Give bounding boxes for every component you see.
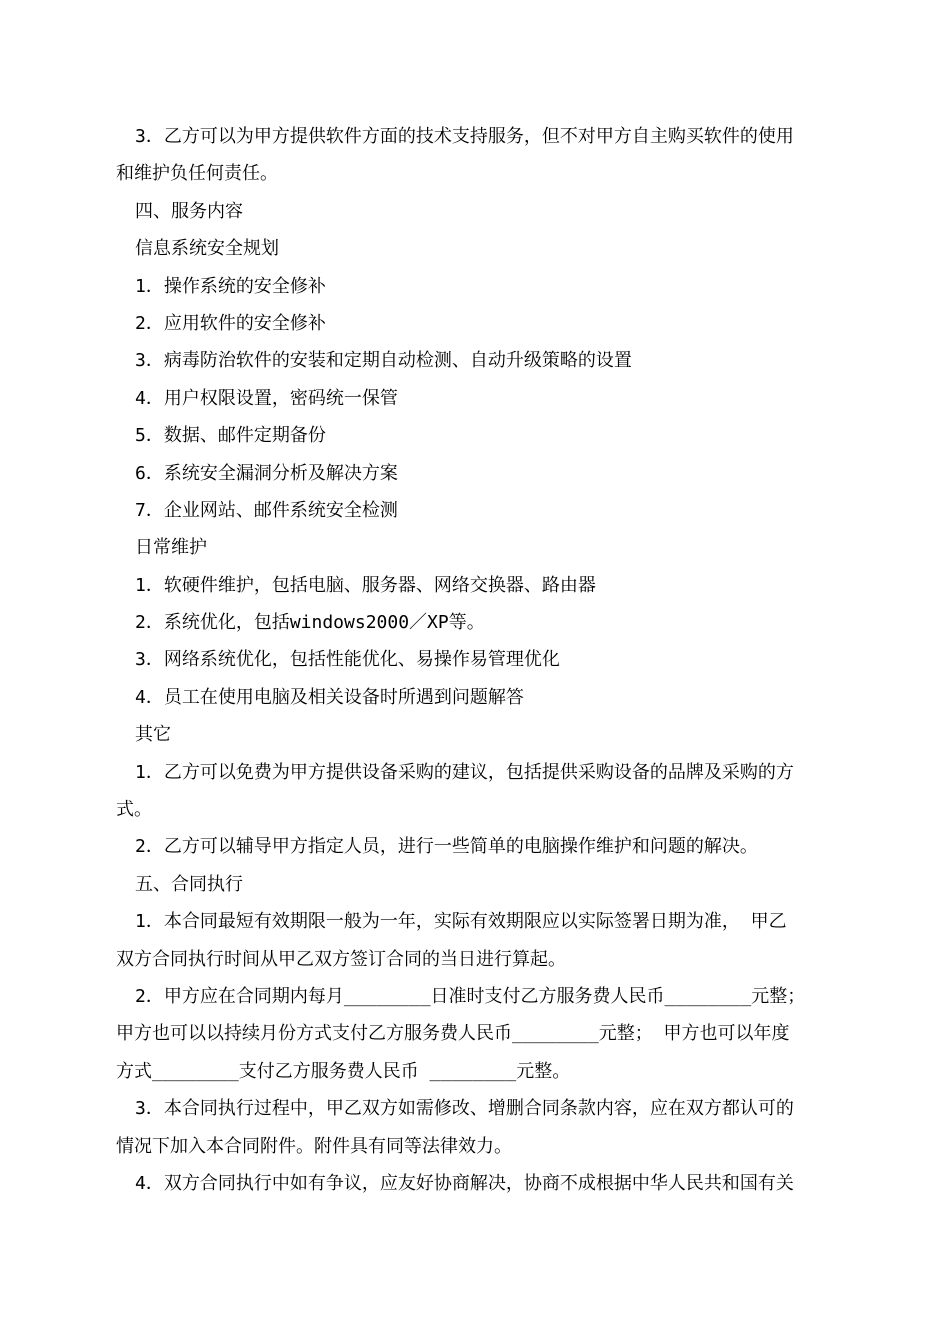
list-item: 4．员工在使用电脑及相关设备时所遇到问题解答: [135, 686, 524, 708]
list-item: 2．甲方应在合同期内每月________日准时支付乙方服务费人民币________元整；: [135, 985, 806, 1007]
list-item: 7．企业网站、邮件系统安全检测: [135, 499, 398, 521]
list-item: 1．乙方可以免费为甲方提供设备采购的建议，包括提供采购设备的品牌及采购的方: [135, 761, 794, 783]
document-page: [116, 118, 836, 1202]
paragraph-line: 情况下加入本合同附件。附件具有同等法律效力。: [116, 1135, 512, 1157]
section-heading: 四、服务内容: [135, 200, 243, 222]
list-item: 4．双方合同执行中如有争议，应友好协商解决，协商不成根据中华人民共和国有关: [135, 1172, 794, 1194]
paragraph-line: 式。: [116, 799, 152, 821]
list-item: 3．本合同执行过程中，甲乙双方如需修改、增删合同条款内容，应在双方都认可的: [135, 1098, 794, 1120]
list-item: 2．乙方可以辅导甲方指定人员，进行一些简单的电脑操作维护和问题的解决。: [135, 836, 758, 858]
paragraph-line: 双方合同执行时间从甲乙双方签订合同的当日进行算起。: [116, 948, 566, 970]
subsection-heading: 日常维护: [135, 537, 207, 559]
list-item: 1．操作系统的安全修补: [135, 275, 326, 297]
list-item: 2．应用软件的安全修补: [135, 312, 326, 334]
list-item: 5．数据、邮件定期备份: [135, 425, 326, 447]
list-item: 1．本合同最短有效期限一般为一年，实际有效期限应以实际签署日期为准， 甲乙: [135, 911, 787, 933]
list-item: 3．网络系统优化，包括性能优化、易操作易管理优化: [135, 649, 560, 671]
subsection-heading: 信息系统安全规划: [135, 238, 279, 260]
paragraph-line: 和维护负任何责任。: [116, 163, 278, 185]
section-heading: 五、合同执行: [135, 873, 243, 895]
list-item: 1．软硬件维护，包括电脑、服务器、网络交换器、路由器: [135, 574, 596, 596]
list-item: 4．用户权限设置，密码统一保管: [135, 387, 398, 409]
paragraph-line: 甲方也可以以持续月份方式支付乙方服务费人民币________元整； 甲方也可以年度: [116, 1023, 790, 1045]
subsection-heading: 其它: [135, 724, 171, 746]
paragraph-line: 方式________支付乙方服务费人民币 ________元整。: [116, 1060, 571, 1082]
list-item: 3．病毒防治软件的安装和定期自动检测、自动升级策略的设置: [135, 350, 632, 372]
paragraph-line: 3．乙方可以为甲方提供软件方面的技术支持服务，但不对甲方自主购买软件的使用: [135, 126, 794, 147]
list-item: 2．系统优化，包括windows2000／XP等。: [135, 612, 485, 634]
list-item: 6．系统安全漏洞分析及解决方案: [135, 462, 398, 484]
